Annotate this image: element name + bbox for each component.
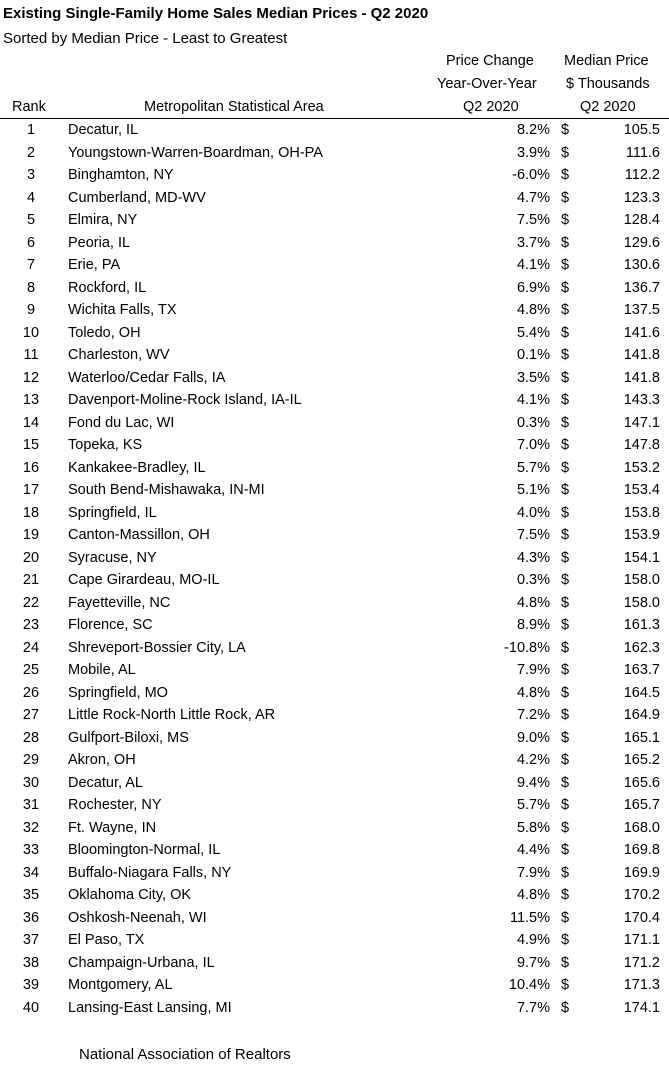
table-row xyxy=(0,299,669,322)
currency-symbol: $ xyxy=(561,617,570,633)
table-subtitle: Sorted by Median Price - Least to Greatest xyxy=(3,30,288,47)
currency-symbol: $ xyxy=(561,639,570,656)
msa-cell: Rochester, NY xyxy=(68,797,162,813)
price-change-cell: 0.3% xyxy=(516,572,550,588)
rank-cell: 27 xyxy=(22,707,40,723)
msa-cell: Springfield, MO xyxy=(68,684,168,701)
price-change-cell: 6.9% xyxy=(516,279,550,296)
msa-cell: Florence, SC xyxy=(68,617,153,633)
table-row xyxy=(0,142,669,165)
rank-cell: 29 xyxy=(22,752,40,768)
price-change-cell: 4.8% xyxy=(516,302,550,318)
currency-symbol: $ xyxy=(561,842,570,858)
median-price-cell: 165.6 xyxy=(623,774,660,791)
median-price-cell: 162.3 xyxy=(623,639,660,656)
table-row xyxy=(0,232,669,255)
currency-symbol: $ xyxy=(561,774,570,791)
currency-symbol: $ xyxy=(561,662,570,678)
currency-symbol: $ xyxy=(561,257,570,273)
price-change-cell: 5.4% xyxy=(516,324,550,341)
table-row xyxy=(0,502,669,525)
table-row xyxy=(0,929,669,952)
currency-symbol: $ xyxy=(561,909,570,926)
currency-symbol: $ xyxy=(561,144,570,161)
median-price-cell: 165.2 xyxy=(623,752,660,768)
table-row xyxy=(0,322,669,345)
rank-cell: 36 xyxy=(22,909,40,926)
price-change-cell: 10.4% xyxy=(508,977,550,993)
table-row xyxy=(0,614,669,637)
median-price-cell: 171.1 xyxy=(623,932,660,948)
median-price-cell: 158.0 xyxy=(623,594,660,611)
table-row xyxy=(0,569,669,592)
currency-symbol: $ xyxy=(561,864,570,881)
median-price-cell: 161.3 xyxy=(623,617,660,633)
median-price-cell: 141.6 xyxy=(623,324,660,341)
median-price-cell: 136.7 xyxy=(623,279,660,296)
msa-cell: Elmira, NY xyxy=(68,212,138,228)
price-change-cell: -6.0% xyxy=(512,167,550,183)
price-change-cell: 4.7% xyxy=(516,189,550,206)
msa-cell: Mobile, AL xyxy=(68,662,136,678)
rank-cell: 34 xyxy=(22,864,40,881)
table-row xyxy=(0,817,669,840)
median-price-cell: 123.3 xyxy=(623,189,660,206)
currency-symbol: $ xyxy=(561,729,570,746)
price-change-cell: 3.5% xyxy=(516,369,550,386)
currency-symbol: $ xyxy=(561,819,570,836)
rank-cell: 5 xyxy=(26,212,36,228)
table-row xyxy=(0,794,669,817)
price-change-cell: 5.7% xyxy=(516,797,550,813)
table-row xyxy=(0,412,669,435)
rank-cell: 4 xyxy=(26,189,36,206)
source-footer: National Association of Realtors xyxy=(79,1046,291,1063)
currency-symbol: $ xyxy=(561,932,570,948)
price-change-cell: 4.3% xyxy=(516,549,550,566)
price-change-cell: 9.7% xyxy=(516,954,550,971)
header-price-line3: Q2 2020 xyxy=(580,99,636,115)
median-price-cell: 169.9 xyxy=(623,864,660,881)
median-price-cell: 171.2 xyxy=(623,954,660,971)
msa-cell: Gulfport-Biloxi, MS xyxy=(68,729,189,746)
table-row xyxy=(0,772,669,795)
rank-cell: 11 xyxy=(23,347,39,363)
currency-symbol: $ xyxy=(561,279,570,296)
price-change-cell: 5.1% xyxy=(516,482,550,498)
header-change-line1: Price Change xyxy=(446,53,534,69)
rank-cell: 7 xyxy=(26,257,36,273)
header-msa: Metropolitan Statistical Area xyxy=(144,99,324,115)
msa-cell: Canton-Massillon, OH xyxy=(68,527,210,543)
rank-cell: 38 xyxy=(22,954,40,971)
rank-cell: 12 xyxy=(22,369,40,386)
median-price-cell: 141.8 xyxy=(623,347,660,363)
rank-cell: 18 xyxy=(22,504,40,521)
msa-cell: Bloomington-Normal, IL xyxy=(68,842,221,858)
rank-cell: 8 xyxy=(26,279,36,296)
msa-cell: Little Rock-North Little Rock, AR xyxy=(68,707,276,723)
price-change-cell: 4.8% xyxy=(516,594,550,611)
rank-cell: 40 xyxy=(22,999,40,1016)
price-change-cell: 3.7% xyxy=(516,234,550,251)
table-row xyxy=(0,727,669,750)
median-price-cell: 129.6 xyxy=(623,234,660,251)
msa-cell: Cape Girardeau, MO-IL xyxy=(68,572,220,588)
median-price-cell: 170.2 xyxy=(623,887,660,903)
header-price-line2: $ Thousands xyxy=(566,76,650,92)
table-row xyxy=(0,119,669,142)
price-change-cell: 0.3% xyxy=(516,414,550,431)
msa-cell: Oklahoma City, OK xyxy=(68,887,192,903)
rank-cell: 21 xyxy=(22,572,40,588)
median-price-cell: 165.7 xyxy=(623,797,660,813)
price-change-cell: 7.7% xyxy=(516,999,550,1016)
median-price-cell: 153.4 xyxy=(623,482,660,498)
table-row xyxy=(0,637,669,660)
rank-cell: 24 xyxy=(22,639,40,656)
price-change-cell: 7.9% xyxy=(516,662,550,678)
currency-symbol: $ xyxy=(561,887,570,903)
rank-cell: 35 xyxy=(22,887,40,903)
median-price-cell: 153.9 xyxy=(623,527,660,543)
price-change-cell: 4.8% xyxy=(516,887,550,903)
msa-cell: Fond du Lac, WI xyxy=(68,414,175,431)
rank-cell: 19 xyxy=(22,527,40,543)
median-price-cell: 164.9 xyxy=(623,707,660,723)
price-change-cell: 7.5% xyxy=(516,212,550,228)
rank-cell: 17 xyxy=(22,482,40,498)
table-row xyxy=(0,389,669,412)
price-change-cell: 4.2% xyxy=(516,752,550,768)
msa-cell: Fayetteville, NC xyxy=(68,594,171,611)
msa-cell: Toledo, OH xyxy=(68,324,141,341)
rank-cell: 32 xyxy=(22,819,40,836)
rank-cell: 23 xyxy=(22,617,40,633)
table-row xyxy=(0,704,669,727)
median-price-cell: 171.3 xyxy=(623,977,660,993)
table-row xyxy=(0,367,669,390)
msa-cell: Lansing-East Lansing, MI xyxy=(68,999,232,1016)
median-price-cell: 105.5 xyxy=(623,122,660,138)
currency-symbol: $ xyxy=(561,594,570,611)
msa-cell: Champaign-Urbana, IL xyxy=(68,954,215,971)
currency-symbol: $ xyxy=(561,167,570,183)
median-price-cell: 168.0 xyxy=(623,819,660,836)
price-change-cell: 9.4% xyxy=(516,774,550,791)
header-price-line1: Median Price xyxy=(564,53,649,69)
currency-symbol: $ xyxy=(561,189,570,206)
price-change-cell: 7.5% xyxy=(516,527,550,543)
currency-symbol: $ xyxy=(561,302,570,318)
median-price-cell: 165.1 xyxy=(623,729,660,746)
median-price-cell: 164.5 xyxy=(623,684,660,701)
rank-cell: 16 xyxy=(22,459,40,476)
msa-cell: Oshkosh-Neenah, WI xyxy=(68,909,207,926)
table-row xyxy=(0,187,669,210)
price-change-cell: 4.9% xyxy=(516,932,550,948)
rank-cell: 20 xyxy=(22,549,40,566)
currency-symbol: $ xyxy=(561,122,570,138)
currency-symbol: $ xyxy=(561,392,570,408)
currency-symbol: $ xyxy=(561,414,570,431)
table-row xyxy=(0,862,669,885)
table-row xyxy=(0,974,669,997)
rank-cell: 26 xyxy=(22,684,40,701)
rank-cell: 14 xyxy=(22,414,40,431)
table-row xyxy=(0,277,669,300)
msa-cell: Davenport-Moline-Rock Island, IA-IL xyxy=(68,392,302,408)
price-change-cell: 11.5% xyxy=(509,909,550,926)
price-change-cell: 4.4% xyxy=(516,842,550,858)
median-price-cell: 163.7 xyxy=(623,662,660,678)
table-row xyxy=(0,524,669,547)
currency-symbol: $ xyxy=(561,752,570,768)
currency-symbol: $ xyxy=(561,324,570,341)
table-row xyxy=(0,434,669,457)
currency-symbol: $ xyxy=(561,347,570,363)
currency-symbol: $ xyxy=(561,369,570,386)
msa-cell: Peoria, IL xyxy=(68,234,131,251)
median-price-cell: 153.8 xyxy=(623,504,660,521)
price-change-cell: 0.1% xyxy=(516,347,550,363)
table-row xyxy=(0,749,669,772)
rank-cell: 10 xyxy=(22,324,40,341)
median-price-cell: 141.8 xyxy=(623,369,660,386)
rank-cell: 1 xyxy=(26,122,36,138)
price-change-cell: 5.7% xyxy=(516,459,550,476)
rank-cell: 31 xyxy=(22,797,40,813)
msa-cell: Ft. Wayne, IN xyxy=(68,819,157,836)
currency-symbol: $ xyxy=(561,572,570,588)
table-row xyxy=(0,164,669,187)
currency-symbol: $ xyxy=(561,212,570,228)
price-change-cell: 4.0% xyxy=(516,504,550,521)
price-change-cell: 8.9% xyxy=(516,617,550,633)
median-price-cell: 174.1 xyxy=(623,999,660,1016)
msa-cell: Charleston, WV xyxy=(68,347,170,363)
msa-cell: Youngstown-Warren-Boardman, OH-PA xyxy=(68,144,323,161)
msa-cell: Decatur, AL xyxy=(68,774,143,791)
rank-cell: 25 xyxy=(22,662,40,678)
table-row xyxy=(0,907,669,930)
table-row xyxy=(0,457,669,480)
price-change-cell: -10.8% xyxy=(504,639,550,656)
msa-cell: Syracuse, NY xyxy=(68,549,157,566)
currency-symbol: $ xyxy=(561,482,570,498)
price-change-cell: 7.0% xyxy=(516,437,550,453)
median-price-cell: 130.6 xyxy=(623,257,660,273)
rank-cell: 30 xyxy=(22,774,40,791)
msa-cell: El Paso, TX xyxy=(68,932,145,948)
price-change-cell: 4.1% xyxy=(516,257,550,273)
currency-symbol: $ xyxy=(561,999,570,1016)
rank-cell: 13 xyxy=(22,392,40,408)
msa-cell: Shreveport-Bossier City, LA xyxy=(68,639,246,656)
msa-cell: Erie, PA xyxy=(68,257,121,273)
msa-cell: Akron, OH xyxy=(68,752,136,768)
median-price-cell: 154.1 xyxy=(623,549,660,566)
table-row xyxy=(0,592,669,615)
rank-cell: 2 xyxy=(26,144,36,161)
msa-cell: Decatur, IL xyxy=(68,122,139,138)
msa-cell: Wichita Falls, TX xyxy=(68,302,177,318)
rank-cell: 37 xyxy=(22,932,40,948)
rank-cell: 6 xyxy=(26,234,36,251)
price-change-cell: 7.9% xyxy=(516,864,550,881)
currency-symbol: $ xyxy=(561,459,570,476)
table-title: Existing Single-Family Home Sales Median Prices - Q2 2020 xyxy=(3,5,429,22)
median-price-cell: 128.4 xyxy=(623,212,660,228)
price-change-cell: 5.8% xyxy=(516,819,550,836)
table-row xyxy=(0,344,669,367)
msa-cell: Topeka, KS xyxy=(68,437,143,453)
table-row xyxy=(0,997,669,1020)
price-change-cell: 4.8% xyxy=(516,684,550,701)
rank-cell: 28 xyxy=(22,729,40,746)
currency-symbol: $ xyxy=(561,977,570,993)
median-price-cell: 147.1 xyxy=(623,414,660,431)
median-price-cell: 143.3 xyxy=(623,392,660,408)
header-rank: Rank xyxy=(12,99,46,115)
price-change-cell: 4.1% xyxy=(516,392,550,408)
price-change-cell: 7.2% xyxy=(516,707,550,723)
table-row xyxy=(0,659,669,682)
table-row xyxy=(0,839,669,862)
table-body xyxy=(0,119,669,1019)
median-price-cell: 111.6 xyxy=(625,144,660,161)
currency-symbol: $ xyxy=(561,437,570,453)
currency-symbol: $ xyxy=(561,954,570,971)
table-row xyxy=(0,254,669,277)
table-row xyxy=(0,479,669,502)
msa-cell: Cumberland, MD-WV xyxy=(68,189,206,206)
msa-cell: Binghamton, NY xyxy=(68,167,174,183)
header-change-line3: Q2 2020 xyxy=(463,99,519,115)
rank-cell: 39 xyxy=(22,977,40,993)
msa-cell: Springfield, IL xyxy=(68,504,157,521)
table-row xyxy=(0,209,669,232)
rank-cell: 15 xyxy=(22,437,40,453)
header-change-line2: Year-Over-Year xyxy=(437,76,537,92)
price-change-cell: 3.9% xyxy=(516,144,550,161)
price-change-cell: 9.0% xyxy=(516,729,550,746)
msa-cell: South Bend-Mishawaka, IN-MI xyxy=(68,482,265,498)
currency-symbol: $ xyxy=(561,707,570,723)
msa-cell: Waterloo/Cedar Falls, IA xyxy=(68,369,226,386)
table-row xyxy=(0,682,669,705)
msa-cell: Montgomery, AL xyxy=(68,977,173,993)
currency-symbol: $ xyxy=(561,527,570,543)
table-row xyxy=(0,952,669,975)
table-row xyxy=(0,547,669,570)
msa-cell: Kankakee-Bradley, IL xyxy=(68,459,206,476)
msa-cell: Rockford, IL xyxy=(68,279,147,296)
median-price-cell: 170.4 xyxy=(623,909,660,926)
median-price-cell: 169.8 xyxy=(623,842,660,858)
rank-cell: 3 xyxy=(26,167,36,183)
median-price-cell: 112.2 xyxy=(624,167,660,183)
price-change-cell: 8.2% xyxy=(516,122,550,138)
median-price-cell: 153.2 xyxy=(623,459,660,476)
rank-cell: 9 xyxy=(26,302,36,318)
median-price-cell: 147.8 xyxy=(623,437,660,453)
currency-symbol: $ xyxy=(561,504,570,521)
rank-cell: 22 xyxy=(22,594,40,611)
currency-symbol: $ xyxy=(561,797,570,813)
median-price-cell: 158.0 xyxy=(623,572,660,588)
currency-symbol: $ xyxy=(561,549,570,566)
table-row xyxy=(0,884,669,907)
median-price-cell: 137.5 xyxy=(623,302,660,318)
currency-symbol: $ xyxy=(561,234,570,251)
msa-cell: Buffalo-Niagara Falls, NY xyxy=(68,864,232,881)
rank-cell: 33 xyxy=(22,842,40,858)
currency-symbol: $ xyxy=(561,684,570,701)
